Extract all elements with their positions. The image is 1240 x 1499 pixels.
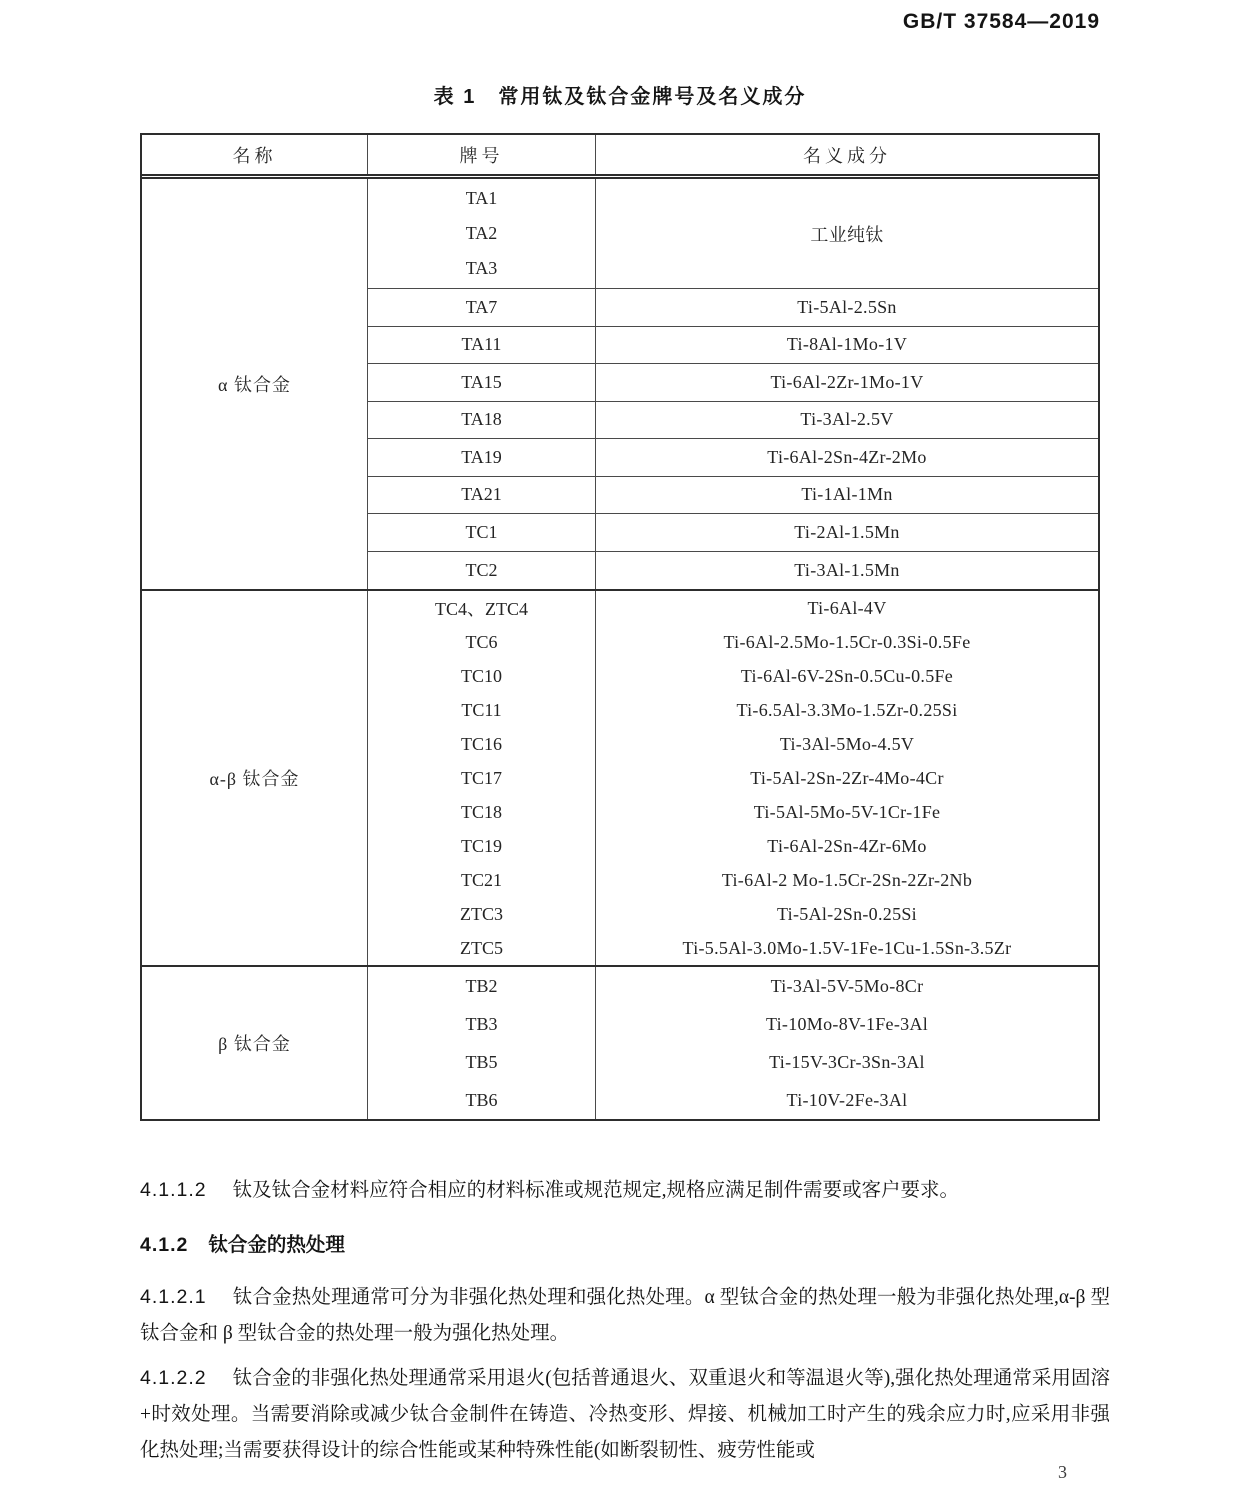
grade-cell: TA18 (368, 402, 596, 439)
clause-number: 4.1.2.2 (140, 1367, 207, 1389)
composition-cell: Ti-3Al-5Mo-4.5V (779, 733, 915, 754)
standard-number: GB/T 37584—2019 (902, 10, 1100, 33)
grade-cell: ZTC3 (368, 897, 596, 931)
table-row (368, 659, 1098, 693)
table-row (368, 693, 1098, 727)
composition-cell: Ti-5Al-2Sn-2Zr-4Mo-4Cr (750, 767, 944, 788)
grade-cell: TC10 (368, 659, 596, 693)
table-row (368, 477, 1098, 515)
composition-cell: Ti-6Al-2Sn-4Zr-2Mo (767, 446, 927, 467)
table-row (368, 289, 1098, 327)
composition-cell: Ti-5Al-2Sn-0.25Si (777, 903, 917, 924)
grade-cell: TC4、ZTC4 (368, 591, 596, 625)
composition-cell: Ti-5.5Al-3.0Mo-1.5V-1Fe-1Cu-1.5Sn-3.5Zr (682, 937, 1012, 958)
grade-cell: TC17 (368, 761, 596, 795)
grade-line: TA3 (465, 258, 498, 278)
alloy-grades-table (140, 133, 1100, 1121)
table-row (368, 967, 1098, 1005)
group-name-cell: α-β 钛合金 (142, 591, 368, 965)
table-row (368, 1043, 1098, 1081)
composition-cell: Ti-6Al-2Sn-4Zr-6Mo (767, 835, 927, 856)
grade-cell: TC2 (368, 552, 596, 590)
clause-text: 钛及钛合金材料应符合相应的材料标准或规范规定,规格应满足制件需要或客户要求。 (232, 1180, 960, 1201)
table-row (368, 625, 1098, 659)
clause-number: 4.1.2 (140, 1234, 189, 1256)
composition-cell: Ti-3Al-2.5V (800, 409, 894, 430)
composition-cell: Ti-5Al-5Mo-5V-1Cr-1Fe (753, 801, 941, 822)
grade-cell: TC19 (368, 829, 596, 863)
clause-4-1-2-1 (140, 1279, 1110, 1352)
composition-cell: Ti-3Al-5V-5Mo-8Cr (770, 975, 924, 996)
clause-heading-text: 钛合金的热处理 (208, 1234, 345, 1256)
grade-cell: TA15 (368, 364, 596, 401)
column-header-name: 名称 (142, 135, 368, 174)
table-header-row (142, 135, 1098, 179)
table-row (368, 1005, 1098, 1043)
clause-number: 4.1.2.1 (140, 1286, 207, 1308)
table-row (368, 829, 1098, 863)
page-number: 3 (1058, 1462, 1067, 1482)
clause-number: 4.1.1.2 (140, 1179, 207, 1201)
composition-cell: Ti-6Al-2.5Mo-1.5Cr-0.3Si-0.5Fe (723, 631, 971, 652)
composition-cell: Ti-6.5Al-3.3Mo-1.5Zr-0.25Si (736, 699, 958, 720)
clause-heading-4-1-2 (140, 1227, 1110, 1263)
grade-line: TA2 (465, 223, 498, 243)
grade-line: TA1 (465, 188, 498, 208)
composition-cell: Ti-6Al-4V (807, 597, 887, 618)
table-row (368, 179, 1098, 289)
table-row (368, 402, 1098, 440)
table-row (368, 727, 1098, 761)
grade-cell: ZTC5 (368, 931, 596, 965)
body-text (140, 1172, 1110, 1469)
alloy-group-alpha-beta (142, 591, 1098, 967)
composition-cell: Ti-1Al-1Mn (801, 484, 893, 505)
table-row (368, 897, 1098, 931)
grade-cell (368, 179, 596, 288)
table-row (368, 795, 1098, 829)
clause-4-1-1-2 (140, 1172, 1110, 1209)
grade-cell: TB3 (368, 1005, 596, 1043)
composition-cell: Ti-10V-2Fe-3Al (786, 1089, 908, 1110)
composition-cell: Ti-2Al-1.5Mn (794, 521, 900, 542)
table-row (368, 931, 1098, 965)
clause-4-1-2-2 (140, 1360, 1110, 1469)
clause-text: 钛合金热处理通常可分为非强化热处理和强化热处理。α 型钛合金的热处理一般为非强化热处理,α-β 型钛合金和 β 型钛合金的热处理一般为强化热处理。 (140, 1287, 1110, 1344)
column-header-grade: 牌号 (368, 135, 596, 174)
grade-cell: TA21 (368, 477, 596, 514)
table-title: 表 1 常用钛及钛合金牌号及名义成分 (433, 86, 807, 108)
table-row (368, 439, 1098, 477)
grade-cell: TC1 (368, 514, 596, 551)
grade-cell: TB6 (368, 1081, 596, 1119)
composition-cell: Ti-6Al-6V-2Sn-0.5Cu-0.5Fe (740, 665, 954, 686)
grade-cell: TA7 (368, 289, 596, 326)
table-row (368, 364, 1098, 402)
table-row (368, 761, 1098, 795)
table-row (368, 591, 1098, 625)
column-header-composition: 名义成分 (803, 145, 891, 166)
group-name-cell: β 钛合金 (142, 967, 368, 1119)
composition-cell: Ti-6Al-2Zr-1Mo-1V (770, 371, 924, 392)
table-row (368, 552, 1098, 590)
composition-cell: Ti-6Al-2 Mo-1.5Cr-2Sn-2Zr-2Nb (721, 869, 973, 890)
composition-cell: Ti-10Mo-8V-1Fe-3Al (765, 1013, 929, 1034)
grade-cell: TC6 (368, 625, 596, 659)
alloy-group-alpha (142, 179, 1098, 591)
grade-cell: TC18 (368, 795, 596, 829)
grade-cell: TC21 (368, 863, 596, 897)
grade-cell: TC16 (368, 727, 596, 761)
composition-cell: Ti-15V-3Cr-3Sn-3Al (769, 1051, 925, 1072)
composition-cell: Ti-3Al-1.5Mn (794, 559, 900, 580)
table-row (368, 863, 1098, 897)
clause-text: 钛合金的非强化热处理通常采用退火(包括普通退火、双重退火和等温退火等),强化热处理通常采用固溶+时效处理。当需要消除或减少钛合金制件在铸造、冷热变形、焊接、机械加工时产生的残余应力时,应采用非强化热处理;当需要获得设计的综合性能或某种特殊性能(如断裂韧性、疲劳性能或 (140, 1368, 1110, 1461)
alloy-group-beta (142, 967, 1098, 1119)
grade-cell: TC11 (368, 693, 596, 727)
table-row (368, 514, 1098, 552)
grade-cell: TB5 (368, 1043, 596, 1081)
grade-cell: TA19 (368, 439, 596, 476)
grade-cell: TA11 (368, 327, 596, 364)
group-name-cell: α 钛合金 (142, 179, 368, 589)
table-row (368, 1081, 1098, 1119)
grade-cell: TB2 (368, 967, 596, 1005)
composition-cell: 工业纯钛 (810, 224, 884, 245)
table-row (368, 327, 1098, 365)
composition-cell: Ti-5Al-2.5Sn (797, 296, 897, 317)
composition-cell: Ti-8Al-1Mo-1V (786, 334, 908, 355)
